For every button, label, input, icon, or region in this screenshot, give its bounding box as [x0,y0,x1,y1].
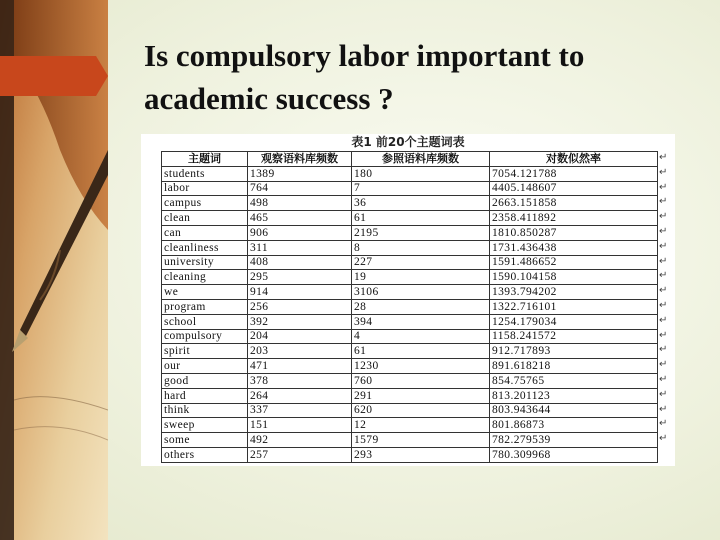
table-header-row [162,152,658,167]
reference-frequency-cell: 291 [352,388,490,403]
log-likelihood-cell: 1810.850287 [490,225,658,240]
reference-frequency-cell: 28 [352,299,490,314]
keyword-cell: hard [162,388,248,403]
row-end-mark: ↵ [659,299,668,311]
table-image [141,134,675,466]
row-end-mark: ↵ [659,418,668,430]
title-accent-bar [0,56,96,96]
keyword-cell: university [162,255,248,270]
row-end-mark: ↵ [659,211,668,223]
row-end-mark: ↵ [659,329,668,341]
slide-title: Is compulsory labor important to academic success ? [144,38,585,116]
table-row [162,225,658,240]
row-end-mark: ↵ [659,240,668,252]
observed-frequency-cell: 465 [248,211,352,226]
table-row [162,418,658,433]
keyword-cell: cleanliness [162,240,248,255]
keyword-cell: school [162,314,248,329]
log-likelihood-cell: 2663.151858 [490,196,658,211]
reference-frequency-cell: 7 [352,181,490,196]
table-body [162,166,658,462]
row-end-mark: ↵ [659,181,668,193]
log-likelihood-cell: 1731.436438 [490,240,658,255]
observed-frequency-cell: 914 [248,285,352,300]
reference-frequency-cell: 12 [352,418,490,433]
keyword-cell: labor [162,181,248,196]
row-end-mark: ↵ [659,403,668,415]
table-row [162,359,658,374]
row-end-mark: ↵ [659,285,668,297]
keyword-cell: sweep [162,418,248,433]
log-likelihood-cell: 912.717893 [490,344,658,359]
reference-frequency-cell: 1230 [352,359,490,374]
observed-frequency-cell: 471 [248,359,352,374]
table-row [162,447,658,462]
keyword-cell: others [162,447,248,462]
observed-frequency-cell: 257 [248,447,352,462]
reference-frequency-cell: 2195 [352,225,490,240]
log-likelihood-cell: 2358.411892 [490,211,658,226]
table-row [162,403,658,418]
log-likelihood-cell: 801.86873 [490,418,658,433]
log-likelihood-cell: 1322.716101 [490,299,658,314]
log-likelihood-cell: 891.618218 [490,359,658,374]
table-row [162,344,658,359]
keyword-cell: our [162,359,248,374]
table-row [162,388,658,403]
table-row [162,166,658,181]
keyword-table [161,151,658,463]
keyword-cell: can [162,225,248,240]
keyword-cell: spirit [162,344,248,359]
table-row [162,270,658,285]
log-likelihood-cell: 1590.104158 [490,270,658,285]
row-end-mark: ↵ [659,152,668,163]
log-likelihood-cell: 4405.148607 [490,181,658,196]
reference-frequency-cell: 8 [352,240,490,255]
header-log-likelihood: 对数似然率 [490,152,658,167]
observed-frequency-cell: 151 [248,418,352,433]
table-row [162,285,658,300]
observed-frequency-cell: 906 [248,225,352,240]
row-end-mark: ↵ [659,433,668,445]
row-end-mark: ↵ [659,388,668,400]
log-likelihood-cell: 854.75765 [490,373,658,388]
reference-frequency-cell: 61 [352,211,490,226]
keyword-cell: good [162,373,248,388]
title-accent-arrow [96,56,108,96]
observed-frequency-cell: 492 [248,433,352,448]
log-likelihood-cell: 782.279539 [490,433,658,448]
row-end-mark: ↵ [659,314,668,326]
row-end-mark: ↵ [659,166,668,178]
table-caption: 表1 前20个主题词表 [351,135,465,149]
observed-frequency-cell: 203 [248,344,352,359]
table-row [162,196,658,211]
log-likelihood-cell: 1591.486652 [490,255,658,270]
table-row [162,181,658,196]
reference-frequency-cell: 180 [352,166,490,181]
observed-frequency-cell: 378 [248,373,352,388]
row-end-mark: ↵ [659,373,668,385]
keyword-cell: compulsory [162,329,248,344]
row-end-mark: ↵ [659,196,668,208]
observed-frequency-cell: 392 [248,314,352,329]
row-end-mark: ↵ [659,255,668,267]
keyword-cell: program [162,299,248,314]
observed-frequency-cell: 311 [248,240,352,255]
observed-frequency-cell: 408 [248,255,352,270]
row-end-mark: ↵ [659,270,668,282]
keyword-cell: we [162,285,248,300]
log-likelihood-cell: 1254.179034 [490,314,658,329]
keyword-cell: clean [162,211,248,226]
header-keyword: 主题词 [162,152,248,167]
observed-frequency-cell: 264 [248,388,352,403]
reference-frequency-cell: 293 [352,447,490,462]
reference-frequency-cell: 4 [352,329,490,344]
reference-frequency-cell: 19 [352,270,490,285]
table-row [162,299,658,314]
reference-frequency-cell: 394 [352,314,490,329]
table-row [162,373,658,388]
reference-frequency-cell: 620 [352,403,490,418]
log-likelihood-cell: 803.943644 [490,403,658,418]
reference-frequency-cell: 3106 [352,285,490,300]
observed-frequency-cell: 295 [248,270,352,285]
keyword-cell: some [162,433,248,448]
log-likelihood-cell: 7054.121788 [490,166,658,181]
header-observed-frequency: 观察语料库频数 [248,152,352,167]
keyword-cell: think [162,403,248,418]
log-likelihood-cell: 780.309968 [490,447,658,462]
table-row [162,329,658,344]
table-row [162,314,658,329]
keyword-cell: campus [162,196,248,211]
header-reference-frequency: 参照语料库频数 [352,152,490,167]
paragraph-marks [659,151,673,447]
observed-frequency-cell: 204 [248,329,352,344]
log-likelihood-cell: 1393.794202 [490,285,658,300]
observed-frequency-cell: 498 [248,196,352,211]
table-row [162,240,658,255]
row-end-mark: ↵ [659,225,668,237]
log-likelihood-cell: 1158.241572 [490,329,658,344]
observed-frequency-cell: 337 [248,403,352,418]
reference-frequency-cell: 61 [352,344,490,359]
reference-frequency-cell: 1579 [352,433,490,448]
row-end-mark: ↵ [659,359,668,371]
keyword-cell: cleaning [162,270,248,285]
keyword-cell: students [162,166,248,181]
reference-frequency-cell: 36 [352,196,490,211]
log-likelihood-cell: 813.201123 [490,388,658,403]
reference-frequency-cell: 227 [352,255,490,270]
table-row [162,211,658,226]
observed-frequency-cell: 1389 [248,166,352,181]
table-row [162,433,658,448]
row-end-mark: ↵ [659,344,668,356]
reference-frequency-cell: 760 [352,373,490,388]
table-row [162,255,658,270]
observed-frequency-cell: 256 [248,299,352,314]
observed-frequency-cell: 764 [248,181,352,196]
